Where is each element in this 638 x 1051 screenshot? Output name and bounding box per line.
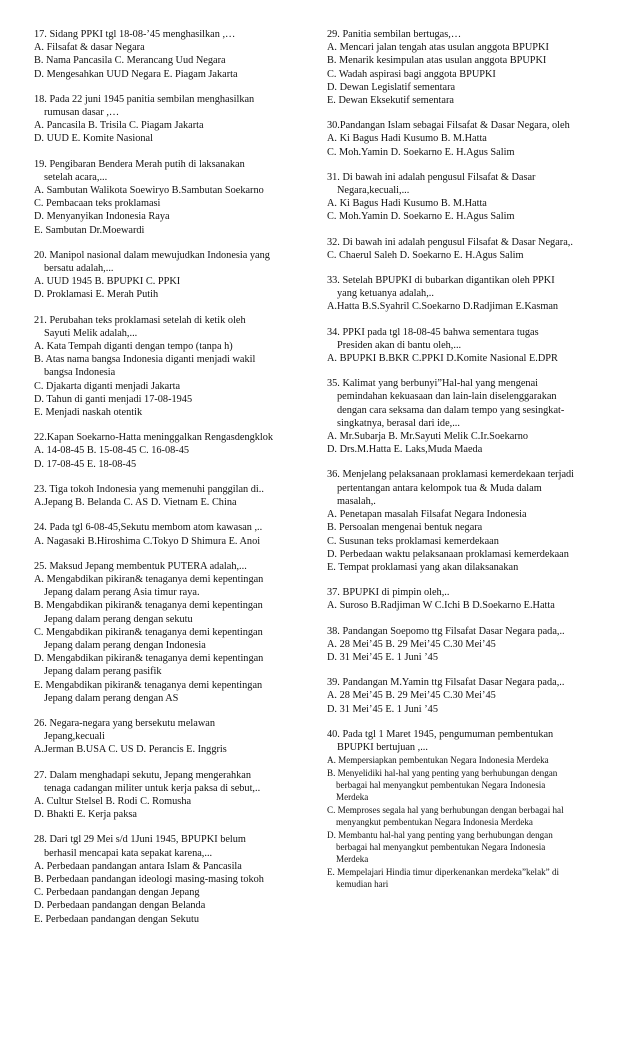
question-line: A. Mempersiapkan pembentukan Negara Indonesia Merdeka — [327, 755, 549, 766]
question-text: 18. Pada 22 juni 1945 panitia sembilan menghasilkan — [34, 93, 255, 105]
question-line: Jepang dalam perang dengan sekutu — [44, 613, 193, 625]
question-text: 19. Pengibaran Bendera Merah putih di laksanakan — [34, 158, 245, 170]
question-text: 21. Perubahan teks proklamasi setelah di ketik oleh — [34, 314, 246, 326]
question-line: Merdeka — [336, 854, 369, 865]
left-column — [34, 28, 306, 938]
question-text: 27. Dalam menghadapi sekutu, Jepang mengerahkan — [34, 769, 252, 781]
question-text: 20. Manipol nasional dalam mewujudkan Indonesia yang — [34, 249, 270, 261]
right-column — [327, 28, 607, 903]
question-line: A. BPUPKI B.BKR C.PPKI D.Komite Nasional E.DPR — [327, 353, 558, 365]
question-line: E. Mempelajari Hindia timur diperkenankan merdeka”kelak” di — [327, 866, 560, 877]
question-line: A. Ki Bagus Hadi Kusumo B. M.Hatta — [327, 133, 487, 145]
question-line: A. Pancasila B. Trisila C. Piagam Jakarta — [34, 120, 204, 132]
question-line: D. UUD E. Komite Nasional — [34, 133, 153, 145]
question-line: A. Ki Bagus Hadi Kusumo B. M.Hatta — [327, 198, 487, 210]
question-line: A. 28 Mei’45 B. 29 Mei’45 C.30 Mei’45 — [327, 638, 496, 650]
question-line: Presiden akan di bantu oleh,... — [337, 339, 462, 351]
question-line: A. Mencari jalan tengah atas usulan anggota BPUPKI — [327, 42, 549, 54]
question-line: A.Hatta B.S.Syahril C.Soekarno D.Radjiman E.Kasman — [327, 301, 559, 313]
question-line: B. Menyelidiki hal-hal yang penting yang berhubungan dengan — [327, 767, 558, 778]
question-line: tenaga cadangan militer untuk kerja paksa di sebut,.. — [44, 782, 261, 794]
question-text: 29. Panitia sembilan bertugas,… — [327, 29, 462, 40]
question-line: Jepang dalam perang dengan AS — [44, 692, 179, 704]
question-line: D. Drs.M.Hatta E. Laks,Muda Maeda — [327, 444, 483, 456]
question-line: E. Dewan Eksekutif sementara — [327, 95, 454, 107]
question-line: kemudian hari — [336, 879, 389, 890]
question-line: B. Persoalan mengenai bentuk negara — [327, 522, 483, 534]
question-line: Negara,kecuali,... — [337, 185, 410, 197]
question-text: 30.Pandangan Islam sebagai Filsafat & Dasar Negara, oleh — [327, 120, 570, 132]
question-line: D. Perbedaan waktu pelaksanaan proklamasi kemerdekaan — [327, 548, 569, 560]
question-line: C. Susunan teks proklamasi kemerdekaan — [327, 535, 499, 547]
question-line: C. Djakarta diganti menjadi Jakarta — [34, 380, 181, 392]
question-text: 34. PPKI pada tgl 18-08-45 bahwa sementara tugas — [327, 326, 539, 338]
question-line: E. Menjadi naskah otentik — [34, 407, 143, 419]
question-line: D. Tahun di ganti menjadi 17-08-1945 — [34, 393, 193, 405]
question-text: 26. Negara-negara yang bersekutu melawan — [34, 717, 215, 729]
question-line: A. Sambutan Walikota Soewiryo B.Sambutan Soekarno — [34, 185, 264, 197]
question-line: A.Jerman B.USA C. US D. Perancis E. Inggris — [34, 744, 227, 756]
question-text: 24. Pada tgl 6-08-45,Sekutu membom atom kawasan ,.. — [34, 522, 263, 534]
question-line: Merdeka — [336, 792, 369, 803]
question-text: 38. Pandangan Soepomo ttg Filsafat Dasar Negara pada,.. — [327, 625, 565, 637]
question-29 — [327, 28, 607, 107]
question-line: C. Mengabdikan pikiran& tenaganya demi kepentingan — [34, 626, 263, 638]
question-line: C. Pembacaan teks proklamasi — [34, 198, 161, 210]
question-31 — [327, 171, 607, 224]
question-line: berbagai hal menyangkut pembentukan Negara Indonesia — [336, 779, 546, 790]
question-28 — [34, 833, 306, 925]
question-text: 32. Di bawah ini adalah pengusul Filsafat & Dasar Negara,. — [327, 236, 573, 248]
question-line: Jepang dalam perang pasifik — [44, 666, 162, 678]
question-line: D. Bhakti E. Kerja paksa — [34, 809, 137, 821]
question-line: B. Nama Pancasila C. Merancang Uud Negara — [34, 55, 226, 67]
question-line: Sayuti Melik adalah,... — [44, 327, 138, 339]
question-line: bangsa Indonesia — [44, 367, 116, 379]
question-33 — [327, 274, 607, 314]
question-text: 23. Tiga tokoh Indonesia yang memenuhi panggilan di.. — [34, 483, 264, 495]
question-37 — [327, 586, 607, 612]
question-line: masalah,. — [337, 495, 376, 507]
question-35 — [327, 377, 607, 456]
question-line: dengan cara seksama dan dalam tempo yang sesingkat- — [337, 404, 565, 416]
question-line: B. Perbedaan pandangan ideologi masing-masing tokoh — [34, 873, 264, 885]
question-line: A. Mr.Subarja B. Mr.Sayuti Melik C.Ir.Soekarno — [327, 431, 529, 443]
question-38 — [327, 625, 607, 665]
question-text: 40. Pada tgl 1 Maret 1945, pengumuman pembentukan — [327, 728, 554, 740]
question-27 — [34, 769, 306, 822]
question-line: Jepang dalam perang dengan Indonesia — [44, 639, 206, 651]
question-line: D. 31 Mei’45 E. 1 Juni ’45 — [327, 703, 438, 715]
question-line: E. Sambutan Dr.Moewardi — [34, 224, 145, 236]
question-line: D. Mengesahkan UUD Negara E. Piagam Jakarta — [34, 68, 238, 80]
question-line: B. Atas nama bangsa Indonesia diganti menjadi wakil — [34, 354, 256, 366]
question-text: 31. Di bawah ini adalah pengusul Filsafat & Dasar — [327, 171, 536, 183]
question-21 — [34, 314, 306, 420]
question-line: C. Memproses segala hal yang berhubungan dengan berbagai hal — [327, 804, 564, 815]
question-text: 22.Kapan Soekarno-Hatta meninggalkan Rengasdengklok — [34, 432, 274, 444]
question-40 — [327, 728, 607, 891]
question-line: rumusan dasar ,… — [44, 107, 120, 119]
question-line: B. Menarik kesimpulan atas usulan anggota BPUPKI — [327, 55, 547, 67]
question-line: A. 14-08-45 B. 15-08-45 C. 16-08-45 — [34, 445, 190, 457]
question-text: 37. BPUPKI di pimpin oleh,.. — [327, 587, 450, 599]
question-text: 36. Menjelang pelaksanaan proklamasi kemerdekaan terjadi — [327, 469, 575, 481]
question-line: D. Mengabdikan pikiran& tenaganya demi kepentingan — [34, 653, 264, 665]
question-25 — [34, 560, 306, 705]
question-line: BPUPKI bertujuan ,... — [337, 741, 428, 753]
question-32 — [327, 236, 607, 262]
question-line: A. Suroso B.Radjiman W C.Ichi B D.Soekarno E.Hatta — [327, 600, 555, 612]
question-34 — [327, 326, 607, 366]
question-text: 39. Pandangan M.Yamin ttg Filsafat Dasar Negara pada,.. — [327, 677, 565, 689]
question-line: A. 28 Mei’45 B. 29 Mei’45 C.30 Mei’45 — [327, 690, 496, 702]
question-line: C. Moh.Yamin D. Soekarno E. H.Agus Salim — [327, 211, 515, 223]
question-line: pertentangan antara kelompok tua & Muda dalam — [337, 482, 542, 494]
question-line: A. Mengabdikan pikiran& tenaganya demi kepentingan — [34, 573, 264, 585]
question-line: C. Perbedaan pandangan dengan Jepang — [34, 887, 200, 899]
question-line: Jepang dalam perang Asia timur raya. — [44, 587, 200, 599]
question-23 — [34, 483, 306, 509]
question-text: 35. Kalimat yang berbunyi”Hal-hal yang mengenai — [327, 378, 539, 390]
question-line: D. Membantu hal-hal yang penting yang berhubungan dengan — [327, 829, 553, 840]
question-line: D. Proklamasi E. Merah Putih — [34, 289, 159, 301]
question-line: berhasil mencapai kata sepakat karena,... — [44, 847, 213, 859]
question-line: A. Nagasaki B.Hiroshima C.Tokyo D Shimura E. Anoi — [34, 535, 261, 547]
question-text: 28. Dari tgl 29 Mei s/d 1Juni 1945, BPUPKI belum — [34, 834, 246, 846]
question-line: C. Wadah aspirasi bagi anggota BPUPKI — [327, 68, 496, 80]
question-text: 17. Sidang PPKI tgl 18-08-’45 menghasilkan ,… — [34, 29, 236, 40]
question-36 — [327, 468, 607, 574]
question-line: A. Filsafat & dasar Negara — [34, 42, 145, 54]
question-line: E. Tempat proklamasi yang akan dilaksanakan — [327, 561, 519, 573]
question-line: A. Kata Tempah diganti dengan tempo (tanpa h) — [34, 341, 233, 353]
question-line: singkatnya, berasal dari ide,... — [337, 417, 460, 429]
question-line: berbagai hal menyangkut pembentukan Negara Indonesia — [336, 841, 546, 852]
question-19 — [34, 158, 306, 237]
question-line: A.Jepang B. Belanda C. AS D. Vietnam E. China — [34, 497, 237, 509]
question-line: C. Moh.Yamin D. Soekarno E. H.Agus Salim — [327, 146, 515, 158]
question-30 — [327, 119, 607, 159]
question-text: 33. Setelah BPUPKI di bubarkan digantikan oleh PPKI — [327, 275, 555, 287]
question-line: yang ketuanya adalah,.. — [337, 288, 434, 300]
question-26 — [34, 717, 306, 757]
question-line: bersatu adalah,... — [44, 263, 114, 275]
question-line: pemindahan kekuasaan dan lain-lain diselenggarakan — [337, 391, 557, 403]
question-line: E. Mengabdikan pikiran& tenaganya demi kepentingan — [34, 679, 263, 691]
question-line: D. 17-08-45 E. 18-08-45 — [34, 458, 137, 470]
question-17 — [34, 28, 306, 81]
question-line: setelah acara,... — [44, 171, 108, 183]
question-39 — [327, 676, 607, 716]
question-line: A. Penetapan masalah Filsafat Negara Indonesia — [327, 509, 527, 521]
question-line: D. Menyanyikan Indonesia Raya — [34, 211, 170, 223]
question-line: B. Mengabdikan pikiran& tenaganya demi kepentingan — [34, 600, 263, 612]
question-line: Jepang,kecuali — [44, 731, 105, 743]
question-line: D. Perbedaan pandangan dengan Belanda — [34, 900, 206, 912]
question-20 — [34, 249, 306, 302]
question-line: D. 31 Mei’45 E. 1 Juni ’45 — [327, 651, 438, 663]
question-line: E. Perbedaan pandangan dengan Sekutu — [34, 913, 199, 925]
question-22 — [34, 431, 306, 471]
question-24 — [34, 521, 306, 547]
question-line: A. UUD 1945 B. BPUPKI C. PPKI — [34, 276, 181, 288]
question-18 — [34, 93, 306, 146]
question-text: 25. Maksud Jepang membentuk PUTERA adalah,... — [34, 560, 247, 572]
question-line: A. Perbedaan pandangan antara Islam & Pancasila — [34, 860, 242, 872]
question-line: A. Cultur Stelsel B. Rodi C. Romusha — [34, 795, 192, 807]
question-line: D. Dewan Legislatif sementara — [327, 81, 456, 93]
question-line: menyangkut pembentukan Negara Indonesia Merdeka — [336, 817, 533, 828]
question-line: C. Chaerul Saleh D. Soekarno E. H.Agus Salim — [327, 249, 524, 261]
